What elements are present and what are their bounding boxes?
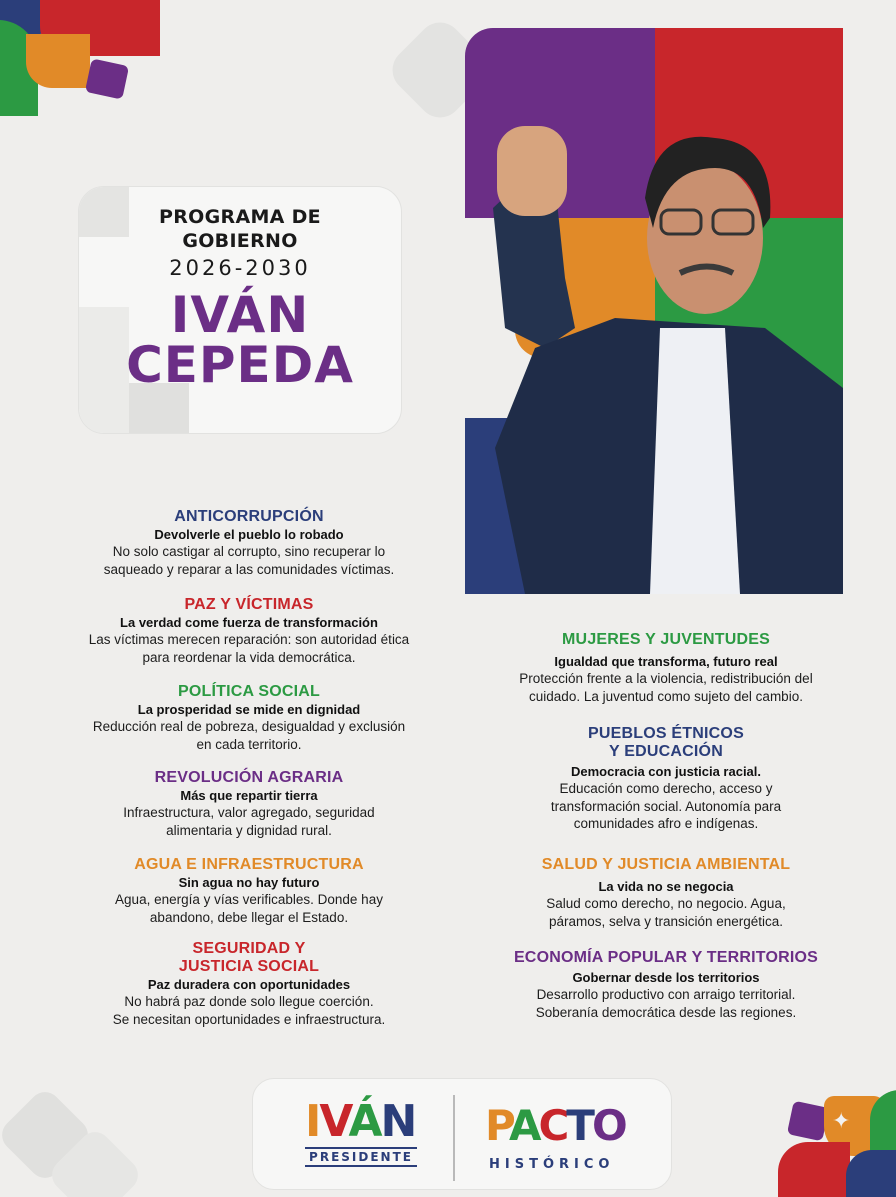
footer-logos xyxy=(252,1078,672,1190)
section-subtitle: La verdad come fuerza de transformación xyxy=(120,615,378,630)
section-pueblos-etnicos xyxy=(466,725,866,833)
ivan-presidente-logo: IVÁN xyxy=(305,1096,416,1147)
section-agua-infraestructura xyxy=(60,856,438,926)
section-heading: AGUA E INFRAESTRUCTURA xyxy=(134,856,364,873)
section-body-line: en cada territorio. xyxy=(196,736,302,752)
section-subtitle: Sin agua no hay futuro xyxy=(178,875,320,890)
section-mujeres-juventudes xyxy=(466,631,866,705)
section-body-line: transformación social. Autonomía para xyxy=(550,798,782,814)
title-line-1: PROGRAMA DE xyxy=(159,206,321,228)
title-line-2: GOBIERNO xyxy=(182,230,298,252)
pacto-historico-logo: PACTO xyxy=(485,1101,625,1150)
section-subtitle: Igualdad que transforma, futuro real xyxy=(554,654,778,669)
candidate-photo xyxy=(465,28,843,594)
section-subtitle: Gobernar desde los territorios xyxy=(572,970,760,985)
candidate-first-name: IVÁN xyxy=(170,286,310,344)
decor-bottom-left xyxy=(0,1060,160,1197)
sparkle-icon: ✦ xyxy=(832,1108,851,1133)
section-paz-victimas xyxy=(60,596,438,666)
section-body-line: Salud como derecho, no negocio. Agua, xyxy=(546,896,786,911)
section-body-line: comunidades afro e indígenas. xyxy=(573,816,759,831)
section-heading: Y EDUCACIÓN xyxy=(609,743,723,760)
section-seguridad-justicia xyxy=(60,940,438,1028)
section-heading: JUSTICIA SOCIAL xyxy=(178,958,320,975)
section-subtitle: Devolverle el pueblo lo robado xyxy=(154,527,344,542)
presidente-label: PRESIDENTE xyxy=(305,1147,417,1167)
section-heading: SALUD Y JUSTICIA AMBIENTAL xyxy=(541,856,791,873)
decor-top-left xyxy=(0,0,170,120)
section-heading: SEGURIDAD Y xyxy=(192,940,306,957)
section-heading: ECONOMÍA POPULAR Y TERRITORIOS xyxy=(513,949,819,966)
section-heading: PUEBLOS ÉTNICOS xyxy=(588,725,744,742)
section-body-line: No habrá paz donde solo llegue coerción. xyxy=(124,994,374,1009)
section-body-line: Agua, energía y vías verificables. Donde hay xyxy=(115,892,383,907)
section-body-line: Desarrollo productivo con arraigo territorial. xyxy=(536,987,796,1002)
title-card xyxy=(78,186,402,434)
section-heading: POLÍTICA SOCIAL xyxy=(178,683,320,700)
section-heading: PAZ Y VÍCTIMAS xyxy=(184,596,314,613)
section-subtitle: Más que repartir tierra xyxy=(180,788,318,803)
section-body-line: Las víctimas merecen reparación: son autoridad ética xyxy=(88,632,410,647)
section-body-line: saqueado y reparar a las comunidades víctimas. xyxy=(103,561,395,577)
section-revolucion-agraria xyxy=(60,769,438,839)
section-body-line: Soberanía democrática desde las regiones. xyxy=(535,1004,797,1020)
section-subtitle: La vida no se negocia xyxy=(598,879,734,894)
section-body-line: abandono, debe llegar el Estado. xyxy=(149,909,349,925)
section-body-line: páramos, selva y transición energética. xyxy=(548,913,784,929)
section-body-line: Reducción real de pobreza, desigualdad y exclusión xyxy=(92,719,406,734)
historico-label: HISTÓRICO xyxy=(489,1157,615,1172)
section-body-line: Infraestructura, valor agregado, seguridad xyxy=(123,805,375,820)
section-body-line: cuidado. La juventud como sujeto del cambio. xyxy=(529,688,803,704)
section-body-line: alimentaria y dignidad rural. xyxy=(166,822,332,838)
section-body-line: Educación como derecho, acceso y xyxy=(559,781,773,796)
candidate-last-name: CEPEDA xyxy=(126,336,354,394)
section-body-line: Protección frente a la violencia, redistribución del xyxy=(519,671,813,686)
section-economia-popular xyxy=(456,949,876,1021)
section-heading: MUJERES Y JUVENTUDES xyxy=(562,631,770,648)
section-anticorrupcion xyxy=(60,508,438,578)
footer-divider xyxy=(453,1095,455,1181)
section-politica-social xyxy=(60,683,438,753)
section-body-line: para reordenar la vida democrática. xyxy=(142,649,356,665)
section-heading: REVOLUCIÓN AGRARIA xyxy=(154,769,344,786)
section-body-line: No solo castigar al corrupto, sino recuperar lo xyxy=(112,544,386,559)
section-subtitle: Democracia con justicia racial. xyxy=(570,764,762,779)
section-heading: ANTICORRUPCIÓN xyxy=(174,508,324,525)
section-body-line: Se necesitan oportunidades e infraestructura. xyxy=(112,1011,386,1027)
decor-bottom-right xyxy=(760,1090,896,1197)
section-subtitle: La prosperidad se mide en dignidad xyxy=(137,702,361,717)
title-years: 2026-2030 xyxy=(169,256,311,280)
section-subtitle: Paz duradera con oportunidades xyxy=(147,977,351,992)
section-salud-ambiental xyxy=(466,856,866,930)
